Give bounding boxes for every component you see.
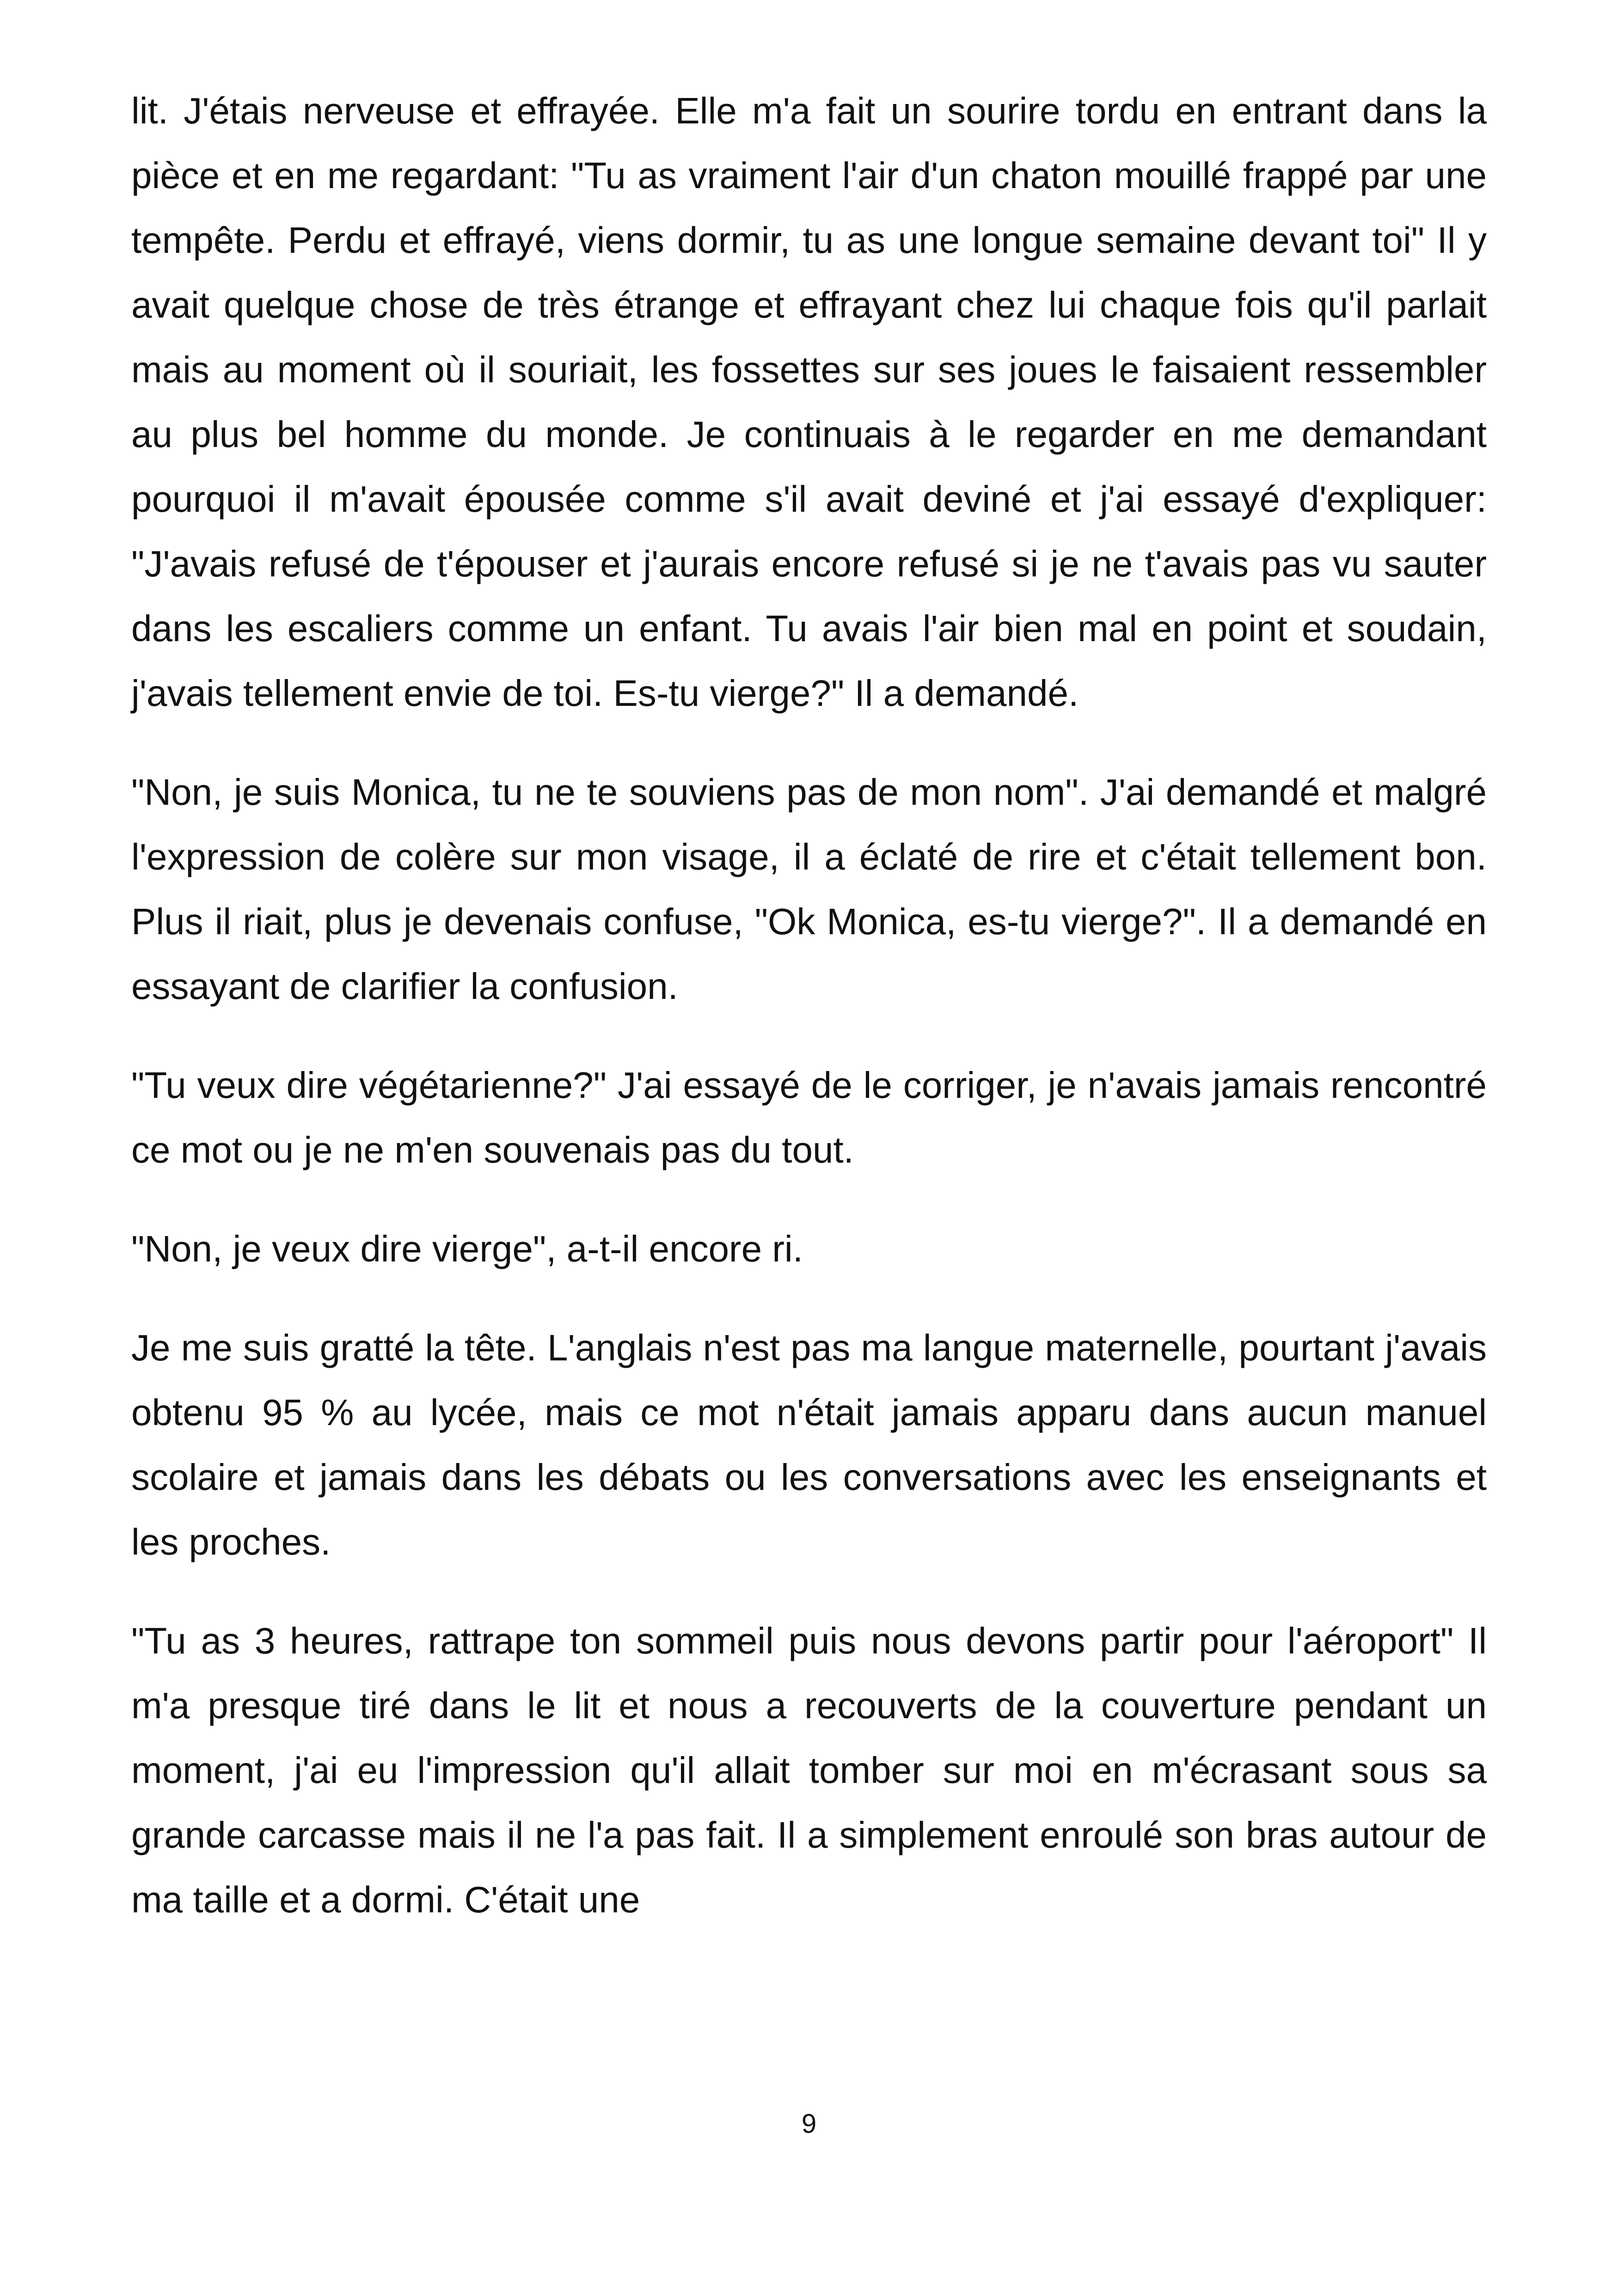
paragraph-6: "Tu as 3 heures, rattrape ton sommeil puis nous devons partir pour l'aéroport" Il m'a presque tiré dans le lit et nous a recouverts de la couverture pendant un moment, j'ai eu l'impression qu'il allait tomber sur moi en m'écrasant sous sa grande carcasse mais il ne l'a pas fait. Il a simplement enroulé son bras autour de ma taille et a dormi. C'était une [131, 1620, 1487, 1920]
page-number: 9 [801, 2109, 817, 2139]
body-text [131, 79, 1487, 1966]
paragraph-3: "Tu veux dire végétarienne?" J'ai essayé de le corriger, je n'avais jamais rencontré ce mot ou je ne m'en souvenais pas du tout. [131, 1065, 1487, 1170]
paragraph-4: "Non, je veux dire vierge", a-t-il encore ri. [131, 1228, 803, 1269]
paragraph-5: Je me suis gratté la tête. L'anglais n'est pas ma langue maternelle, pourtant j'avais obtenu 95 % au lycée, mais ce mot n'était jamais apparu dans aucun manuel scolaire et jamais dans les débats ou les conversations avec les enseignants et les proches. [131, 1327, 1487, 1562]
paragraph-2: "Non, je suis Monica, tu ne te souviens pas de mon nom". J'ai demandé et malgré l'expression de colère sur mon visage, il a éclaté de rire et c'était tellement bon. Plus il riait, plus je devenais confuse, "Ok Monica, es-tu vierge?". Il a demandé en essayant de clarifier la confusion. [131, 771, 1487, 1007]
paragraph-1: lit. J'étais nerveuse et effrayée. Elle m'a fait un sourire tordu en entrant dans la pièce et en me regardant: "Tu as vraiment l'air d'un chaton mouillé frappé par une tempête. Perdu et effrayé, viens dormir, tu as une longue semaine devant toi" Il y avait quelque chose de très étrange et effrayant chez lui chaque fois qu'il parlait mais au moment où il souriait, les fossettes sur ses joues le faisaient ressembler au plus bel homme du monde. Je continuais à le regarder en me demandant pourquoi il m'avait épousée comme s'il avait deviné et j'ai essayé d'expliquer: "J'avais refusé de t'épouser et j'aurais encore refusé si je ne t'avais pas vu sauter dans les escaliers comme un enfant. Tu avais l'air bien mal en point et soudain, j'avais tellement envie de toi. Es-tu vierge?" Il a demandé. [131, 90, 1487, 714]
